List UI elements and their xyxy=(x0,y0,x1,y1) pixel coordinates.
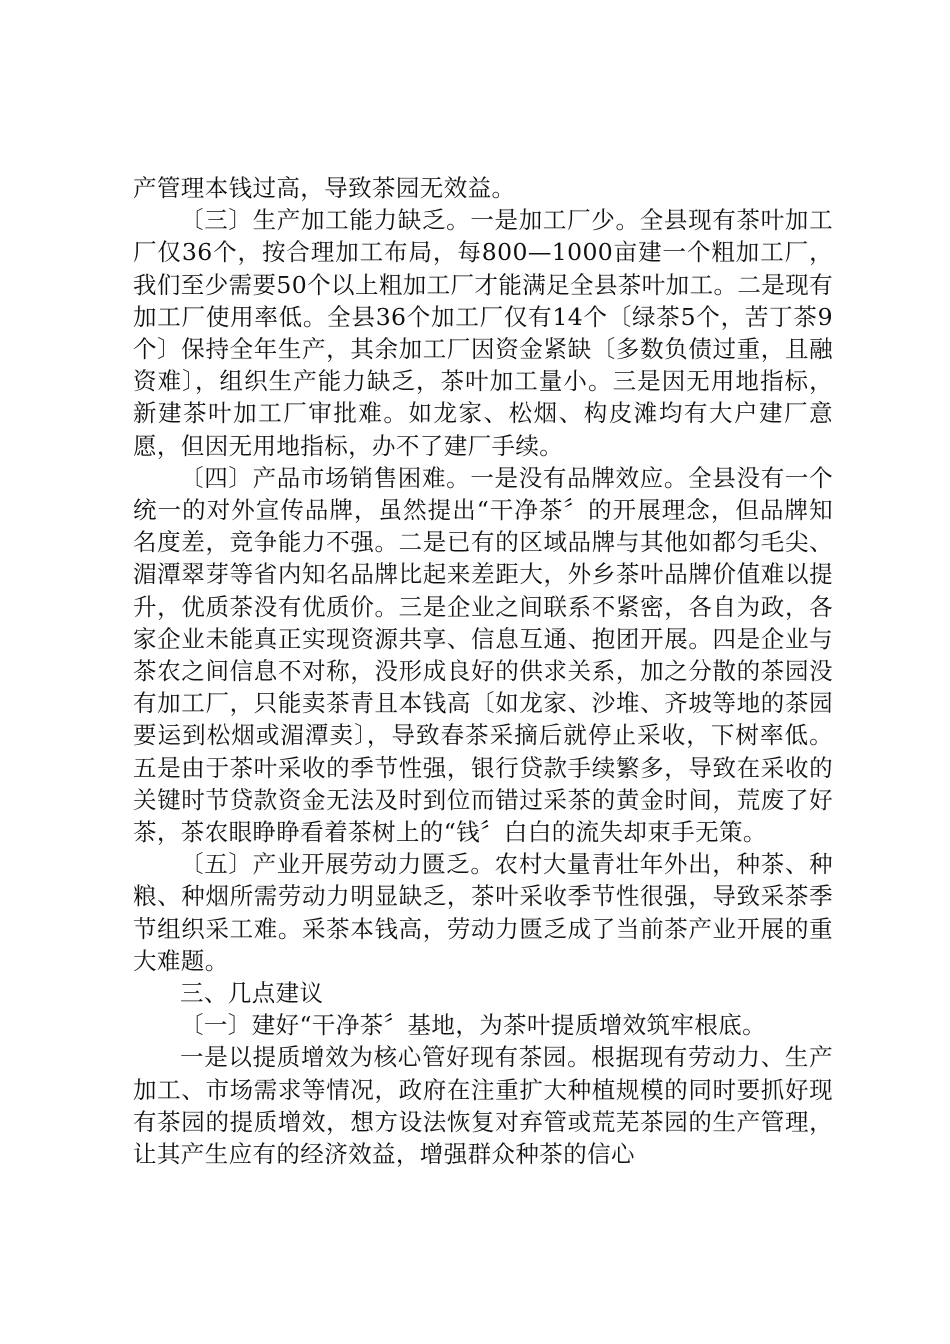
paragraph-suggestion-1: 一是以提质增效为核心管好现有茶园。根据现有劳动力、生产加工、市场需求等情况，政府在注重扩大种植规模的同时要抓好现有茶园的提质增效，想方设法恢复对弃管或荒芜茶园的生产管理，让其产生应有的经济效益，增强群众种茶的信心 xyxy=(133,1043,833,1169)
document-body xyxy=(133,172,833,1170)
paragraph-subheading-1: 〔一〕建好“干净茶〞基地，为茶叶提质增效筑牢根底。 xyxy=(180,1011,767,1040)
section-heading-suggestions: 三、几点建议 xyxy=(180,979,324,1008)
paragraph-section-3: 〔三〕生产加工能力缺乏。一是加工厂少。全县现有茶叶加工厂仅36个，按合理加工布局，每800—1000亩建一个粗加工厂，我们至少需要50个以上粗加工厂才能满足全县茶叶加工。二是现有加工厂使用率低。全县36个加工厂仅有14个〔绿茶5个，苦丁茶9个〕保持全年生产，其余加工厂因资金紧缺〔多数负债过重，且融资难〕，组织生产能力缺乏，茶叶加工量小。三是因无用地指标，新建茶叶加工厂审批难。如龙家、松烟、构皮滩均有大户建厂意愿，但因无用地指标，办不了建厂手续。 xyxy=(133,206,833,460)
paragraph-continuation: 产管理本钱过高，导致茶园无效益。 xyxy=(133,174,516,202)
paragraph-section-5: 〔五〕产业开展劳动力匮乏。农村大量青壮年外出，种茶、种粮、种烟所需劳动力明显缺乏，茶叶采收季节性很强，导致采茶季节组织采工难。采茶本钱高，劳动力匮乏成了当前茶产业开展的重大难题。 xyxy=(133,850,833,975)
paragraph-section-4: 〔四〕产品市场销售困难。一是没有品牌效应。全县没有一个统一的对外宣传品牌，虽然提出“干净茶〞的开展理念，但品牌知名度差，竞争能力不强。二是已有的区域品牌与其他如都匀毛尖、湄潭翠芽等省内知名品牌比起来差距大，外乡茶叶品牌价值难以提升，优质茶没有优质价。三是企业之间联系不紧密，各自为政，各家企业未能真正实现资源共享、信息互通、抱团开展。四是企业与茶农之间信息不对称，没形成良好的供求关系，加之分散的茶园没有加工厂，只能卖茶青且本钱高〔如龙家、沙堆、齐坡等地的茶园要运到松烟或湄潭卖〕，导致春茶采摘后就停止采收，下树率低。五是由于茶叶采收的季节性强，银行贷款手续繁多，导致在采收的关键时节贷款资金无法及时到位而错过采茶的黄金时间，荒废了好茶，茶农眼睁睁看着茶树上的“钱〞白白的流失却束手无策。 xyxy=(133,463,833,847)
